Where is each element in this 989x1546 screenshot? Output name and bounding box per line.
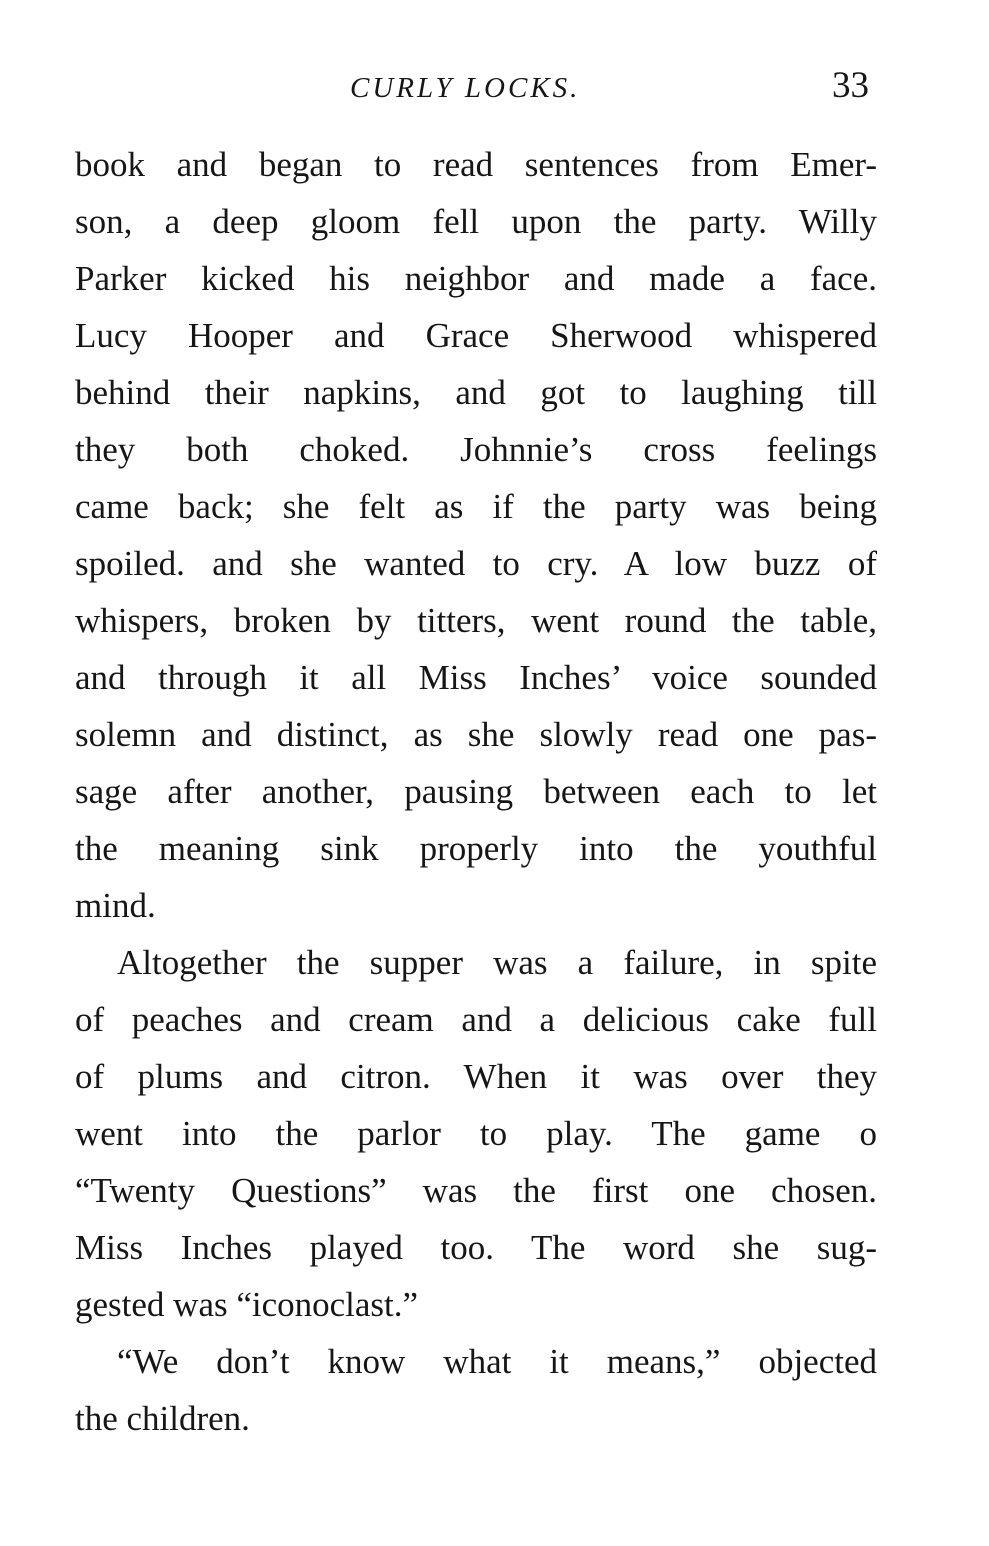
page-number: 33 — [832, 65, 869, 106]
text-line: came back; she felt as if the party was being — [75, 487, 877, 526]
text-line: “Twenty Questions” was the first one chosen. — [75, 1171, 877, 1210]
text-line: Altogether the supper was a failure, in spite — [117, 943, 877, 982]
text-line: Parker kicked his neighbor and made a face. — [75, 259, 877, 298]
text-line: of plums and citron. When it was over they — [75, 1057, 877, 1096]
running-head-title: CURLY LOCKS. — [350, 72, 581, 104]
text-line: of peaches and cream and a delicious cake full — [75, 1000, 877, 1039]
text-line: Lucy Hooper and Grace Sherwood whispered — [75, 316, 877, 355]
paragraph — [75, 934, 877, 1333]
text-line: Miss Inches played too. The word she sug- — [75, 1228, 877, 1267]
text-line: book and began to read sentences from Emer- — [75, 145, 877, 184]
text-line: the children. — [75, 1399, 250, 1438]
paragraph — [75, 136, 877, 934]
text-line: went into the parlor to play. The game o — [75, 1114, 877, 1153]
text-line: whispers, broken by titters, went round the table, — [75, 601, 877, 640]
text-line: son, a deep gloom fell upon the party. Willy — [75, 202, 877, 241]
text-line: and through it all Miss Inches’ voice sounded — [75, 658, 877, 697]
text-line: the meaning sink properly into the youthful — [75, 829, 877, 868]
text-line: spoiled. and she wanted to cry. A low buzz of — [75, 544, 877, 583]
text-line: “We don’t know what it means,” objected — [117, 1342, 877, 1381]
text-line: mind. — [75, 886, 156, 925]
text-line: gested was “iconoclast.” — [75, 1285, 419, 1324]
text-line: sage after another, pausing between each to let — [75, 772, 877, 811]
text-line: they both choked. Johnnie’s cross feelings — [75, 430, 877, 469]
text-line: behind their napkins, and got to laughing till — [75, 373, 877, 412]
body-text — [75, 136, 877, 1447]
paragraph — [75, 1333, 877, 1447]
text-line: solemn and distinct, as she slowly read one pas- — [75, 715, 877, 754]
